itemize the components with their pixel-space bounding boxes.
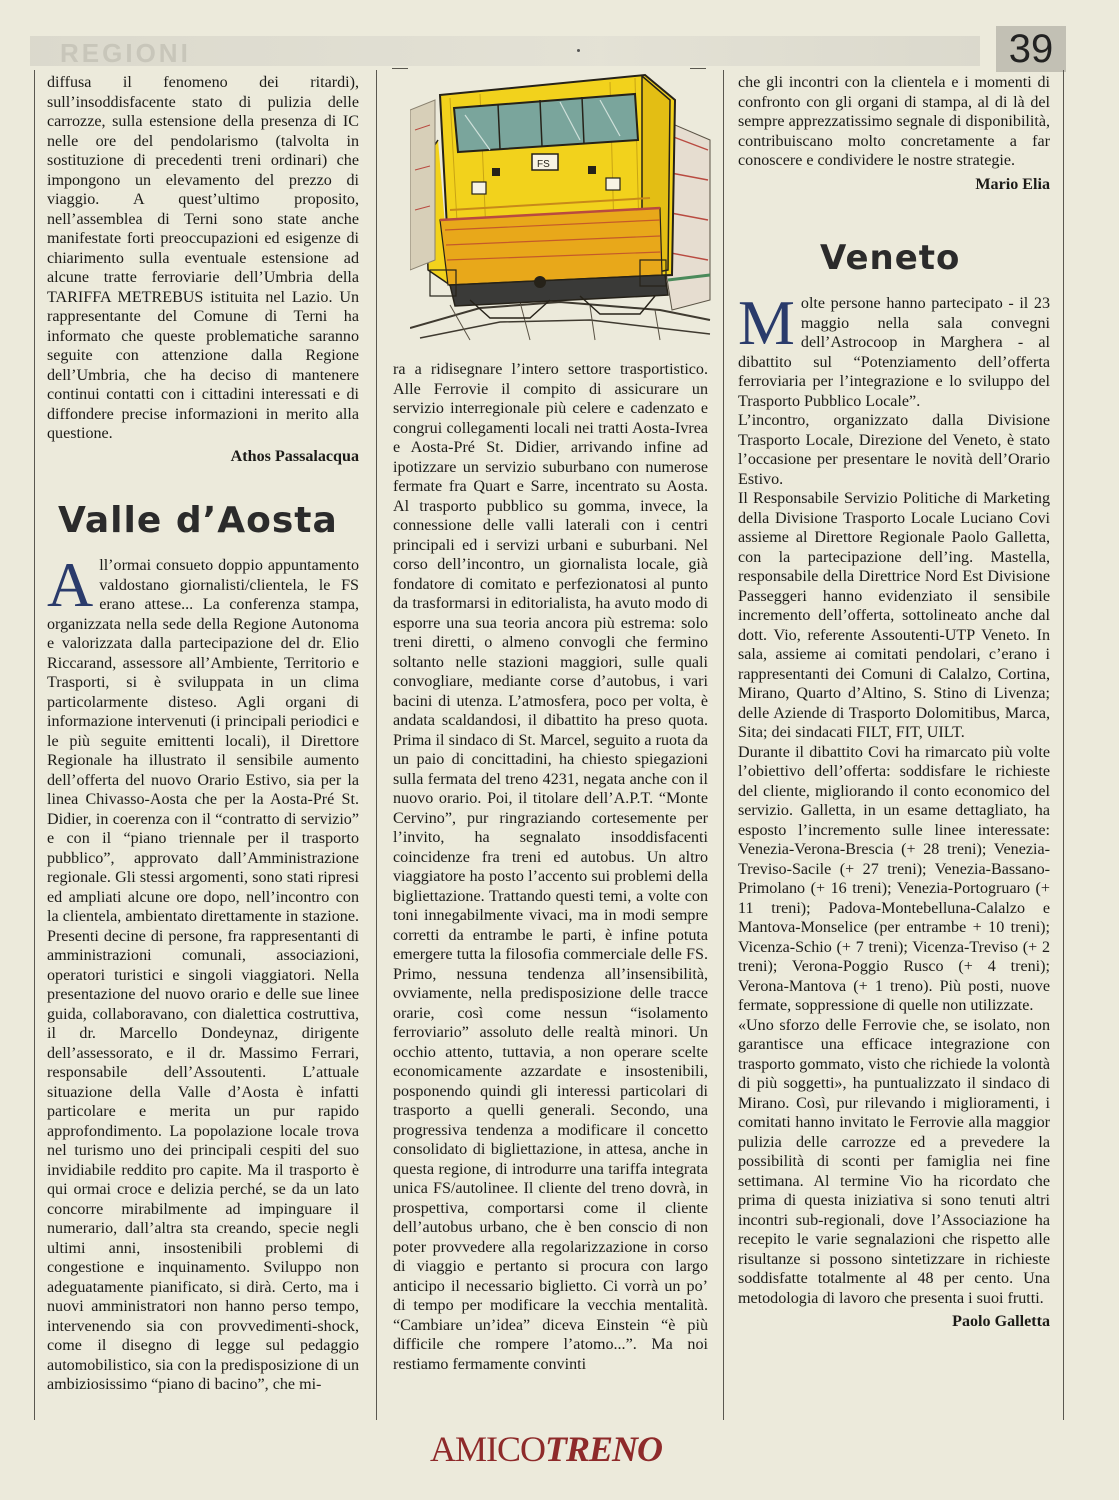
valle-article-end <box>738 73 1050 194</box>
top-rule-mid2 <box>690 68 706 69</box>
left-border-rule <box>34 70 35 1420</box>
heading-valle-daosta: Valle d’Aosta <box>58 500 338 541</box>
heading-veneto: Veneto <box>820 238 961 278</box>
section-label: REGIONI <box>60 38 191 68</box>
logo-part-treno: TRENO <box>545 1429 663 1469</box>
veneto-p2: L’incontro, organizzato dalla Divisione Trasporto Locale, Direzione del Veneto, è stato l’occasione per presentare le novità dell’Orario Estivo. <box>738 412 1050 488</box>
print-speck <box>577 49 580 52</box>
amicotreno-logo <box>430 1428 662 1470</box>
valle-article <box>47 549 359 1395</box>
logo-part-amico: AMICO <box>430 1429 546 1469</box>
umbria-article-end <box>47 73 359 466</box>
valle-end-text: che gli incontri con la clientela e i momenti di confronto con gli organi di stampa, al di là del sempre apprezzatissimo segnale di disponibilità, contribuiscano molto concretamente a far conoscere e condividere le nostre strategie. <box>738 74 1050 169</box>
valle-article-continued <box>393 360 708 1374</box>
dropcap-a: A <box>47 549 94 620</box>
veneto-article <box>738 287 1050 1332</box>
train-illustration <box>410 70 716 360</box>
valle-article-text: ll’ormai consueto doppio appuntamento valdostano giornalisti/clientela, le FS erano attese... La conferenza stampa, organizzata nella sede della Regione Autonoma e valorizzata dalla partecipazione del dr. Elio Riccarand, assessore all’Ambiente, Territorio e Trasporti, si è sviluppata in un clima particolarmente disteso. Agli organi di informazione intervenuti (i principali periodici e le più seguite emittenti locali), il Direttore Regionale ha illustrato il sensibile aumento dell’offerta del nuovo Orario Estivo, sia per la linea Chivasso-Aosta che per la Aosta-Pré St. Didier, in coerenza con il “contratto di servizio” e con il “piano triennale per il trasporto pubblico”, approvato dall’Amministrazione regionale. Gli stessi argomenti, sono stati ripresi ed ampliati alcune ore dopo, nell’incontro con la clientela, ambientato direttamente in stazione. Presenti decine di persone, fra rappresentanti di amministrazioni comunali, associazioni, operatori turistici e singoli viaggiatori. Nella presentazione del nuovo orario e delle sue linee guida, collaboravano, con dialettica costruttiva, il dr. Marcello Dondeynaz, dirigente dell’assessorato, e il dr. Massimo Ferrari, responsabile dell’Assoutenti. L’attuale situazione della Valle d’Aosta è infatti particolare e merita un pur rapido approfondimento. La popolazione locale trova nel turismo uno dei principali cespiti del suo invidiabile reddito pro capite. Ma il trasporto è qui ormai croce e delizia perché, se da un lato concorre mirabilmente ad impinguare il numerario, dall’altra sta creando, specie negli ultimi anni, insostenibili problemi di congestione e inquinamento. Sviluppo non adeguatamente pianificato, si dirà. Certo, ma i nuovi amministratori non hanno perso tempo, intervenendo sia con provvedimenti-shock, come il disegno di legge sul pedaggio automobilistico, sia con la predisposizione di un ambiziosissimo “piano di bacino”, che mi- <box>47 557 359 1393</box>
column-rule-1 <box>376 70 377 1420</box>
veneto-p3: Il Responsabile Servizio Politiche di Marketing della Divisione Trasporto Locale Luciano Covi assieme al Direttore Regionale Paolo Galletta, con la partecipazione dell’ing. Mastella, responsabile della Direttrice Nord Est Divisione Passeggeri hanno evidenziato il sensibile incremento dell’offerta, sottolineato anche dal dott. Vio, referente Assoutenti-UTP Veneto. In sala, assieme ai comitati pendolari, c’erano i rappresentanti dei Comuni di Calalzo, Cortina, Mirano, Quarto d’Altino, S. Stino di Livenza; delle Aziende di Trasporto Dolomitibus, Marca, Sita; dei sindacati FILT, FIT, UILT. <box>738 490 1050 741</box>
author-athos: Athos Passalacqua <box>230 447 359 465</box>
valle-continued-text: ra a ridisegnare l’intero settore trasportistico. Alle Ferrovie il compito di assicurare un servizio interregionale più celere e cadenzato e congrui collegamenti locali nei tratti Aosta-Ivrea e Aosta-Pré St. Didier, arrivando infine ad ipotizzare un servizio suburbano con numerose fermate fra Quart e Sarre, incentrato su Aosta. Al trasporto pubblico su gomma, invece, la connessione delle valli laterali con i centri principali ed i servizi urbani e suburbani. Nel corso dell’incontro, un giornalista locale, già fondatore di comitato e perfezionatosi al punto da trasformarsi in editorialista, ha avuto modo di esporre una sua teoria ancora più estrema: solo treni diretti, o almeno convogli che fermino soltanto nelle stazioni maggiori, sulle quali convogliare, mediante corse d’autobus, i vari bacini di utenza. L’atmosfera, poco per volta, è andata scaldandosi, il dibattito ha preso quota. Prima il sindaco di St. Marcel, seguito a ruota da un paio di concittadini, ha chiesto spiegazioni sulla fermata del treno 4231, negata anche con il nuovo orario. Poi, il titolare dell’A.P.T. “Monte Cervino”, pur ringraziando cortesemente per l’invito, ha segnalato insoddisfacenti coincidenze fra treni ed autobus. Un altro viaggiatore ha posto l’accento sui problemi della bigliettazione. Trattando questi temi, a volte con toni innegabilmente vivaci, ma in modi sempre corretti da entrambe le parti, è infine potuta emergere tutta la filosofia commerciale delle FS. Primo, nessuna tendenza all’insensibilità, ovviamente, nella predisposizione delle tracce orarie, così come nessun “isolamento ferroviario” assoluto delle realtà minori. Un occhio attento, tuttavia, a non operare scelte economicamente azzardate e insostenibili, posponendo quindi gli interessi particolari di trasporto a quelli generali. Secondo, una progressiva tendenza a modificare il concetto consolidato di bigliettazione, in attesa, anche in questa regione, di introdurre una tariffa integrata unica FS/autolinee. Il cliente del treno dovrà, in prospettiva, comportarsi come il cliente dell’autobus urbano, che è ben conscio di non poter provvedere alla regolarizzazione in corso di viaggio e pertanto si procura con largo anticipo il necessario biglietto. Ci vorrà un po’ di tempo per modificare la vecchia mentalità. “Cambiare un’idea” diceva Einstein “è più difficile che rompere l’atomo...”. Ma noi restiamo fermamente convinti <box>393 361 708 1373</box>
veneto-p5: «Uno sforzo delle Ferrovie che, se isolato, non garantisce una efficace integrazione con trasporto gommato, visto che richiede la volontà di più soggetti», ha puntualizzato il sindaco di Mirano. Così, pur rilevando i miglioramenti, i comitati hanno invitato le Ferrovie alla maggior pulizia delle carrozze ed a prevedere la possibilità di sconti per famiglia nei fine settimana. Al termine Vio ha ricordato che prima di questa iniziativa si sono tenuti altri incontri sub-regionali, dove l’Associazione ha recepito le varie segnalazioni che rispetto alle risultanze si possono sintetizzare in richieste soddisfatte totalmente al 48 per cento. Una metodologia di lavoro che presenta i suoi frutti. <box>738 1016 1050 1307</box>
umbria-article-text: diffusa il fenomeno dei ritardi), sull’insoddisfacente stato di pulizia delle carrozze, sulla estensione della presenza di IC nelle ore del pendolarismo (talvolta in sostituzione di precedenti treni ordinari) che impongono un elevamento del prezzo di viaggio. A quest’ultimo proposito, nell’assemblea di Terni sono state anche manifestate forti preoccupazioni ed esigenze di chiarimento sulla eventuale estensione ad alcune tratte ferroviarie dell’Umbria della TARIFFA METREBUS istituita nel Lazio. Un rappresentante del Comune di Terni ha informato che queste problematiche saranno seguite con attenzione dalla Regione dell’Umbria, che ha deciso di mantenere continui contatti con i cittadini interessati e di diffondere precise informazioni in merito alla questione. <box>47 74 359 442</box>
veneto-p1: olte persone hanno partecipato - il 23 maggio nella sala convegni dell’Astrocoop in Marghera - al dibattito sul “Potenziamento dell’offerta ferroviaria per l’integrazione e lo sviluppo del Trasporto Pubblico Locale”. <box>738 295 1050 410</box>
author-paolo: Paolo Galletta <box>952 1313 1050 1330</box>
page-number: 39 <box>996 26 1066 72</box>
column-rule-2 <box>723 70 724 1420</box>
veneto-p4: Durante il dibattito Covi ha rimarcato più volte l’obiettivo dell’offerta: soddisfare le richieste del cliente, migliorando il conto economico del servizio. Galletta, in un esame dettagliato, ha esposto l’incremento sulle linee interessate: Venezia-Verona-Brescia (+ 28 treni); Venezia-Treviso-Sacile (+ 27 treni); Venezia-Bassano-Primolano (+ 16 treni); Venezia-Portogruaro (+ 11 treni); Padova-Montebelluna-Calalzo e Mantova-Monselice (per entrambe + 10 treni); Vicenza-Schio (+ 7 treni); Vicenza-Treviso (+ 2 treni); Verona-Poggio Rusco (+ 4 treni); Verona-Mantova (+ 1 treno). Più posti, nuove fermate, soppressione di quelle non utilizzate. <box>738 743 1050 1014</box>
top-rule-mid <box>392 68 408 69</box>
right-border-rule <box>1063 70 1064 1420</box>
fs-emblem: FS <box>537 159 550 170</box>
author-mario: Mario Elia <box>975 175 1050 193</box>
dropcap-m: M <box>738 287 795 358</box>
